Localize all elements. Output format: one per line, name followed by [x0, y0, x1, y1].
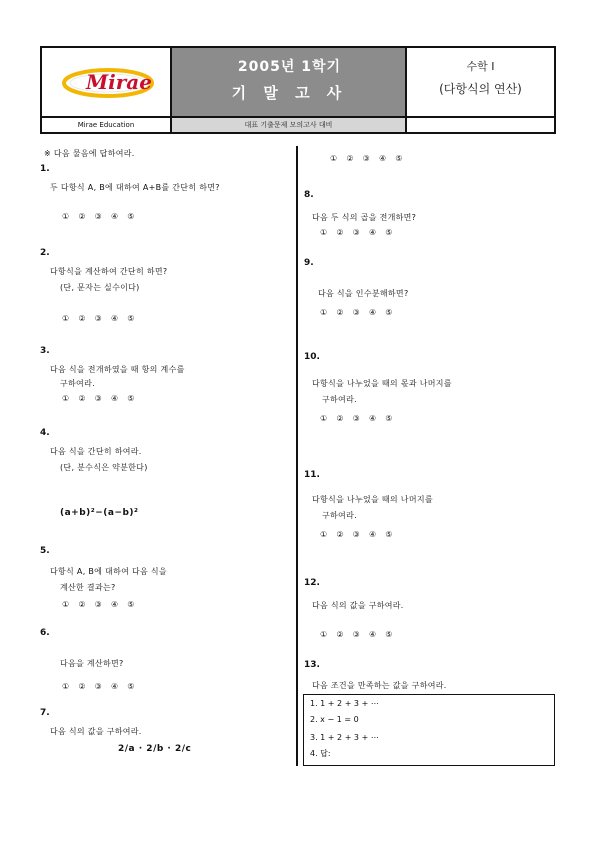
formula: 2/a · 2/b · 2/c — [118, 744, 192, 754]
question-number: 11. — [304, 470, 320, 480]
exam-type: 기 말 고 사 — [231, 84, 348, 102]
question-text: 다음 식의 값을 구하여라. — [50, 727, 142, 736]
answer-choices: ① ② ③ ④ ⑤ — [330, 154, 403, 163]
logo-subtitle: Mirae Education — [42, 118, 172, 132]
question-text: 구하여라. — [60, 379, 95, 388]
answer-choices: ① ② ③ ④ ⑤ — [320, 228, 393, 237]
answer-choices: ① ② ③ ④ ⑤ — [62, 682, 135, 691]
question-text: 다음 식을 전개하였을 때 항의 계수를 — [50, 365, 185, 374]
exam-title-cell — [172, 48, 407, 116]
question-text: 다항식을 나누었을 때의 나머지를 — [312, 495, 433, 504]
answer-box — [303, 694, 555, 766]
question-text: 다음을 계산하면? — [60, 659, 124, 668]
answer-choices: ① ② ③ ④ ⑤ — [320, 530, 393, 539]
question-text: 구하여라. — [322, 395, 357, 404]
subject-name: 수학 I — [466, 60, 495, 73]
exam-term: 2005년 1학기 — [237, 59, 342, 75]
question-text: 다항식 A, B에 대하여 다음 식을 — [50, 567, 167, 576]
question-number: 10. — [304, 352, 320, 362]
header-bottom-row — [42, 116, 554, 132]
instruction: ※ 다음 물음에 답하여라. — [44, 149, 135, 158]
question-text: 두 다항식 A, B에 대하여 A+B를 간단히 하면? — [50, 183, 220, 192]
question-text: 다음 식의 값을 구하여라. — [312, 601, 404, 610]
question-number: 3. — [40, 346, 50, 356]
question-text: 다음 식을 간단히 하여라. — [50, 447, 142, 456]
question-number: 9. — [304, 258, 314, 268]
box-line: 4. 답: — [310, 749, 331, 758]
question-number: 8. — [304, 190, 314, 200]
answer-choices: ① ② ③ ④ ⑤ — [62, 212, 135, 221]
question-number: 1. — [40, 164, 50, 174]
logo-icon — [56, 56, 156, 106]
box-line: 2. x − 1 = 0 — [310, 715, 359, 724]
question-text: 다항식을 계산하여 간단히 하면? — [50, 267, 168, 276]
question-text: 다음 조건을 만족하는 값을 구하여라. — [312, 681, 447, 690]
question-text: 다음 두 식의 곱을 전개하면? — [312, 213, 417, 222]
question-text: 계산한 결과는? — [60, 583, 116, 592]
question-number: 12. — [304, 578, 320, 588]
answer-choices: ① ② ③ ④ ⑤ — [62, 394, 135, 403]
logo-cell — [42, 48, 172, 116]
answer-choices: ① ② ③ ④ ⑤ — [320, 414, 393, 423]
answer-choices: ① ② ③ ④ ⑤ — [320, 630, 393, 639]
question-number: 4. — [40, 428, 50, 438]
exam-meta: 대표 기출문제 모의고사 대비 — [172, 118, 407, 132]
question-text: (단, 분수식은 약분한다) — [60, 463, 148, 472]
answer-choices: ① ② ③ ④ ⑤ — [62, 314, 135, 323]
subject-cell — [407, 48, 554, 116]
question-text: (단, 문자는 실수이다) — [60, 283, 140, 292]
exam-header — [40, 46, 556, 134]
question-number: 13. — [304, 660, 320, 670]
answer-choices: ① ② ③ ④ ⑤ — [320, 308, 393, 317]
question-text: 다음 식을 인수분해하면? — [318, 289, 409, 298]
logo-wordmark: Mirae — [86, 70, 152, 94]
box-line: 3. 1 + 2 + 3 + ⋯ — [310, 733, 379, 742]
subject-unit: (다항식의 연산) — [439, 82, 522, 96]
question-number: 6. — [40, 628, 50, 638]
answer-choices: ① ② ③ ④ ⑤ — [62, 600, 135, 609]
box-line: 1. 1 + 2 + 3 + ⋯ — [310, 699, 379, 708]
question-number: 7. — [40, 708, 50, 718]
column-divider — [296, 146, 298, 766]
question-text: 구하여라. — [322, 511, 357, 520]
formula: (a+b)²−(a−b)² — [60, 508, 139, 518]
question-number: 2. — [40, 248, 50, 258]
question-text: 다항식을 나누었을 때의 몫과 나머지를 — [312, 379, 452, 388]
question-number: 5. — [40, 546, 50, 556]
